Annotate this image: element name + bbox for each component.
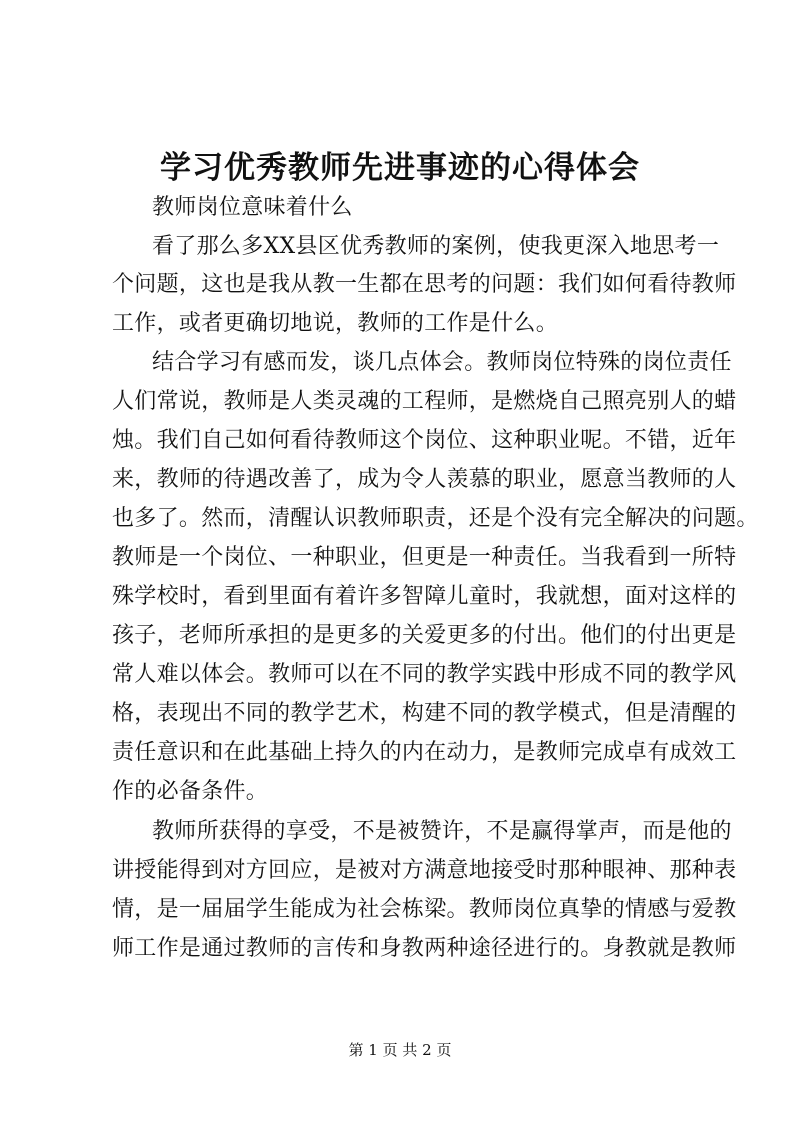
text-line: 常人难以体会。教师可以在不同的教学实践中形成不同的教学风 — [112, 662, 737, 687]
text-line: 来，教师的待遇改善了，成为令人羡慕的职业，愿意当教师的人 — [112, 467, 737, 492]
page-number: 第 1 页 共 2 页 — [348, 1041, 452, 1059]
text-line: 责任意识和在此基础上持久的内在动力，是教师完成卓有成效工 — [112, 740, 737, 765]
subheading: 教师岗位意味着什么 — [152, 195, 353, 220]
text-line: 孩子，老师所承担的是更多的关爱更多的付出。他们的付出更是 — [112, 623, 737, 648]
text-line: 情，是一届届学生能成为社会栋梁。教师岗位真挚的情感与爱教 — [112, 897, 737, 922]
text-line: 格，表现出不同的教学艺术，构建不同的教学模式，但是清醒的 — [112, 701, 737, 726]
document-title: 学习优秀教师先进事迹的心得体会 — [160, 150, 640, 186]
text-line: 工作，或者更确切地说，教师的工作是什么。 — [112, 311, 559, 336]
text-line: 教师所获得的享受，不是被赞许，不是赢得掌声，而是他的 — [152, 819, 732, 844]
text-line: 人们常说，教师是人类灵魂的工程师，是燃烧自己照亮别人的蜡 — [112, 389, 737, 414]
text-line: 结合学习有感而发，谈几点体会。教师岗位特殊的岗位责任 — [152, 350, 732, 375]
text-line: 师工作是通过教师的言传和身教两种途径进行的。身教就是教师 — [112, 936, 737, 961]
text-line: 个问题，这也是我从教一生都在思考的问题：我们如何看待教师 — [112, 272, 737, 297]
text-line: 殊学校时，看到里面有着许多智障儿童时，我就想，面对这样的 — [112, 584, 737, 609]
text-line: 烛。我们自己如何看待教师这个岗位、这种职业呢。不错，近年 — [112, 428, 737, 453]
text-line: 教师是一个岗位、一种职业，但更是一种责任。当我看到一所特 — [112, 545, 737, 570]
text-line: 看了那么多XX县区优秀教师的案例，使我更深入地思考一 — [152, 234, 720, 259]
text-line: 也多了。然而，清醒认识教师职责，还是个没有完全解决的问题。 — [112, 506, 759, 531]
text-line: 作的必备条件。 — [112, 779, 269, 804]
text-line: 讲授能得到对方回应，是被对方满意地接受时那种眼神、那种表 — [112, 858, 737, 883]
